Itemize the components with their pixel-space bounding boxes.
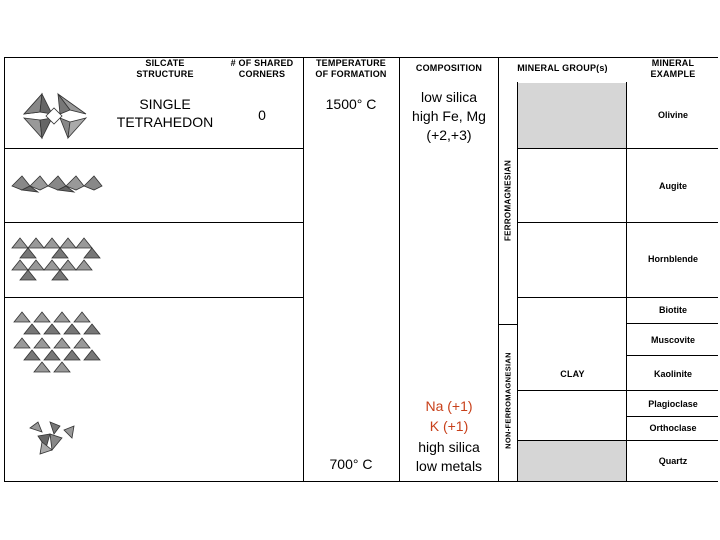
right-row-line-6 (517, 390, 718, 391)
mineral-biotite: Biotite (659, 305, 687, 315)
right-row-line-7 (626, 416, 718, 417)
mineral-orthoclase: Orthoclase (649, 423, 697, 433)
header-temperature: TEMPERATURE OF FORMATION (315, 58, 387, 79)
header-mineral-group: MINERAL GROUP(s) (517, 63, 608, 73)
header-composition: COMPOSITION (415, 63, 483, 73)
divider-temperature (303, 57, 304, 482)
quartz-group-cell (518, 441, 626, 481)
right-row-line-3 (517, 297, 718, 298)
sheet-silicate-icon (10, 310, 102, 374)
table-bottom-border (4, 481, 718, 482)
group-split-line (498, 324, 517, 325)
shared-corners-value: 0 (258, 107, 266, 123)
single-tetrahedron-icon (20, 90, 90, 142)
framework-silicate-icon (28, 420, 78, 456)
header-structure: SILCATE STRUCTURE (136, 58, 194, 79)
double-chain-icon (10, 236, 102, 282)
temperature-high: 1500° C (325, 96, 377, 112)
row-line-2 (4, 222, 303, 223)
mineral-muscovite: Muscovite (650, 335, 695, 345)
table-left-border (4, 57, 5, 482)
mineral-kaolinite: Kaolinite (653, 369, 692, 379)
divider-example (626, 82, 627, 482)
mineral-augite: Augite (659, 181, 687, 191)
olivine-group-cell (518, 83, 626, 148)
header-mineral-example: MINERAL EXAMPLE (650, 58, 696, 79)
mineral-plagioclase: Plagioclase (648, 399, 698, 409)
single-chain-icon (10, 172, 102, 194)
right-row-line-2 (517, 222, 718, 223)
right-row-line-4 (626, 323, 718, 324)
row-line-3 (4, 297, 303, 298)
right-row-line-1 (517, 148, 718, 149)
group-label-nonferromagnesian: NON-FERROMAGNESIAN (503, 352, 513, 449)
composition-k: K (+1) (429, 418, 469, 434)
group-label-clay: CLAY (560, 369, 585, 379)
group-label-ferromagnesian: FERROMAGNESIAN (503, 159, 513, 242)
temperature-low: 700° C (329, 456, 373, 472)
structure-label-single: SINGLE TETRAHEDON (116, 96, 214, 130)
divider-group (498, 57, 499, 482)
row-line-1 (4, 148, 303, 149)
composition-top: low silica high Fe, Mg (+2,+3) (412, 89, 486, 143)
right-row-line-5 (626, 355, 718, 356)
mineral-olivine: Olivine (657, 110, 688, 120)
composition-na: Na (+1) (425, 398, 473, 414)
mineral-hornblende: Hornblende (647, 254, 698, 264)
header-corners: # OF SHARED CORNERS (230, 58, 294, 79)
mineral-quartz: Quartz (658, 456, 688, 466)
composition-bottom: high silica low metals (415, 439, 483, 474)
